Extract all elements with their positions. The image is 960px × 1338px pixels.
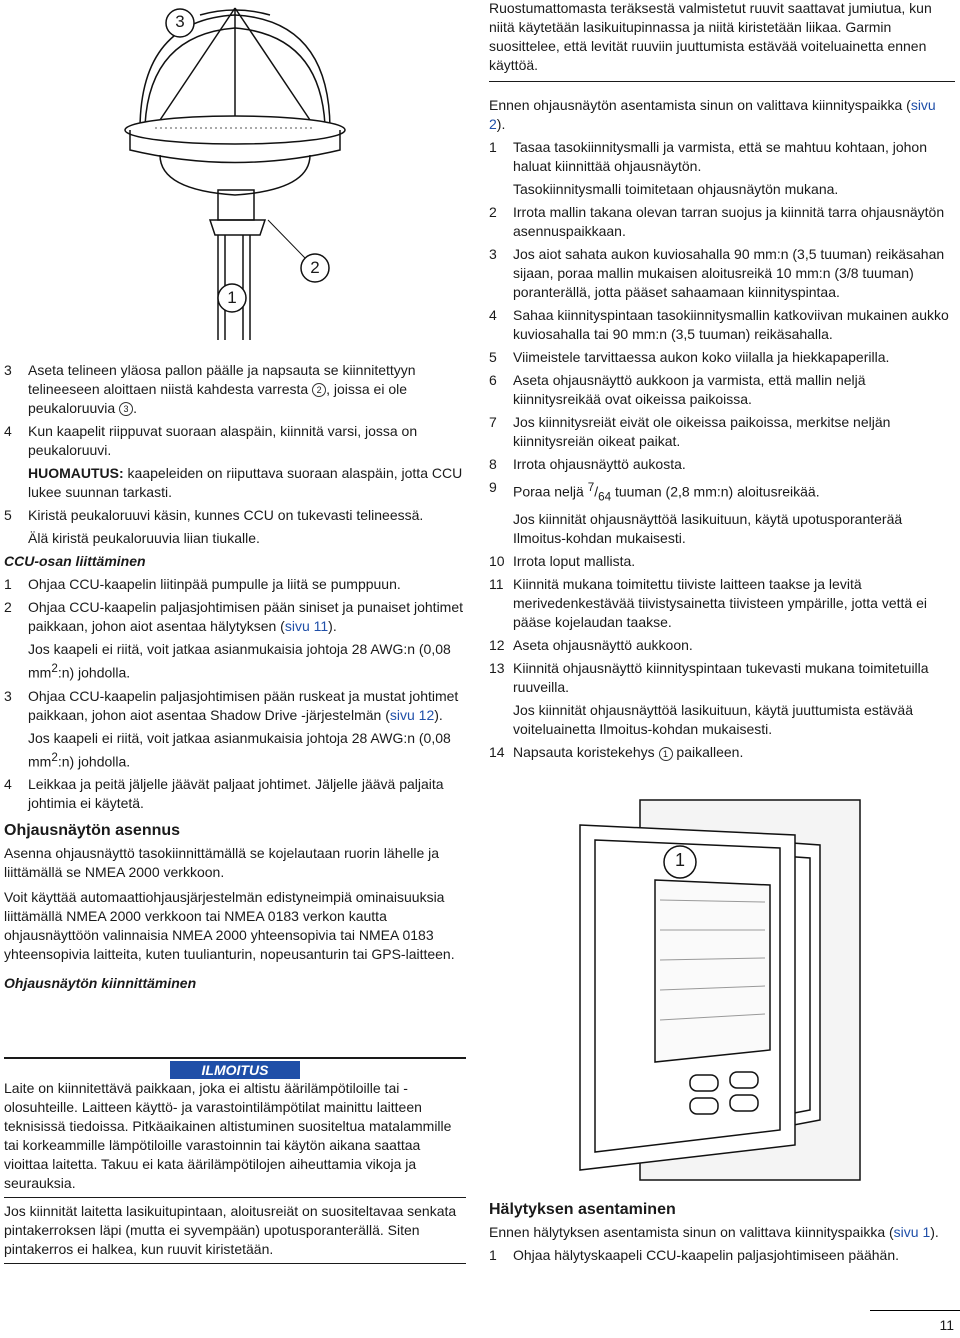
step-text: Ohjaa CCU-kaapelin liitinpää pumpulle ja liitä se pumppuun.: [28, 576, 401, 592]
note-label: HUOMAUTUS:: [28, 465, 124, 481]
step-text: Kiristä peukaloruuvi käsin, kunnes CCU on tukevasti telineessä.: [28, 507, 424, 523]
heading-ccu: CCU-osan liittäminen: [4, 553, 146, 569]
step-text: [28, 598, 466, 636]
step-text: Irrota mallin takana olevan tarran suojus ja kiinnitä tarra ohjausnäytön asennuspaikkaan.: [513, 204, 945, 239]
ccu-step-1: [4, 575, 466, 594]
step-text: [513, 743, 955, 762]
step-text: Jos aiot sahata aukon kuviosahalla 90 mm:n (3,5 tuuman) reikäsahan sijaan, poraa mallin mukaisen aloitusreikä 10 mm:n (3/8 tuuman) poranterällä, jotta pääset sahaamaan kiinnityspintaa.: [513, 246, 945, 300]
step-text-part: Ohjaa CCU-kaapelin paljasjohtimisen pään siniset ja punaiset johtimet paikkaan, johon aiot asentaa hälytyksen (: [28, 599, 464, 634]
step-number: 14: [489, 744, 505, 761]
step-number: 1: [4, 576, 12, 592]
before-paragraph: [489, 96, 955, 134]
step-text-part: ).: [434, 706, 443, 723]
ccu-step-4: [4, 775, 466, 813]
callout-2: 2: [310, 258, 320, 277]
mount-step-3: [489, 245, 955, 302]
step-text-part: Napsauta koristekehys: [513, 744, 659, 761]
page-link[interactable]: sivu 11: [284, 618, 329, 634]
step-number: 3: [4, 362, 12, 378]
step-number: 4: [4, 776, 12, 793]
superscript: 2: [51, 750, 58, 764]
left-column: [4, 361, 466, 997]
page-number: 11: [939, 1317, 954, 1333]
alarm-text: Ennen hälytyksen asentamista sinun on valittava kiinnityspaikka (: [489, 1224, 894, 1240]
step-number: 5: [489, 349, 497, 365]
step-sub: Tasokiinnitysmalli toimitetaan ohjausnäytön mukana.: [513, 181, 839, 197]
notice-paragraph-1: Laite on kiinnitettävä paikkaan, joka ei altistu äärilämpötiloille tai -olosuhteille. Laitteen käyttö- ja varastointilämpötilat mainittu laitteen teknisissä tiedoissa. Pitkäaikainen altistuminen suositeltua matalammille tai korkeammille lämpötiloille varastoinnin tai käytön aikana saattaa vioittaa laitetta. Takuu ei kata äärilämpötilojen aiheuttamia vikoja ja seurauksia.: [4, 1079, 466, 1198]
step-text: Kiinnitä mukana toimitettu tiiviste laitteen taakse ja levitä merivedenkestävää tiivistysainetta tiivisteen ympärille, jotta vettä ei pääse kojelaudan taakse.: [513, 576, 927, 631]
mount-step-4: [489, 306, 955, 344]
before-text: Ennen ohjausnäytön asentamista sinun on valittava kiinnityspaikka (: [489, 97, 911, 113]
heading-alarm: Hälytyksen asentaminen: [489, 1201, 676, 1218]
step-text: Kiinnitä ohjausnäyttö kiinnityspintaan tukevasti mukana toimitetuilla ruuveilla.: [513, 660, 929, 696]
alarm-text: ).: [930, 1224, 939, 1240]
heading-install: Ohjausnäytön asennus: [4, 822, 181, 840]
notice-paragraph-2: Jos kiinnität laitetta lasikuitupintaan, aloitusreiät on suositeltavaa senkata pintakerroksen läpi (mutta ei syvempään) upotusporanterällä. Siten pintakerros ei halkea, kun ruuvit kiristetään.: [4, 1202, 466, 1264]
alarm-section: [489, 1200, 955, 1269]
before-text: ).: [496, 116, 506, 132]
step-sub: [28, 729, 466, 772]
step-text: Irrota ohjausnäyttö aukosta.: [513, 456, 686, 472]
superscript: 2: [51, 662, 58, 675]
step-text: Ohjaa hälytyskaapeli CCU-kaapelin paljasjohtimiseen päähän.: [513, 1247, 899, 1263]
mount-step-2: [489, 203, 955, 241]
install-paragraph-2: Voit käyttää automaattiohjausjärjestelmän edistyneimpiä ominaisuuksia liittämällä NMEA 2000 verkkoon tai NMEA 0183 verkon kautta ohjausnäyttöön valinnaisia NMEA 2000 yhteensopivia tai NMEA 0183 yhteensopivia laitteita, kuten tuulianturin, nopeusanturin tai GPS-laitteen.: [4, 889, 455, 963]
fraction-denominator: 64: [598, 490, 612, 504]
step-text-part: Poraa neljä: [513, 483, 588, 500]
mount-step-6: [489, 371, 955, 409]
step-5: [4, 506, 466, 525]
step-number: 5: [4, 507, 12, 523]
mount-step-7: [489, 413, 955, 451]
step-number: 4: [4, 423, 12, 439]
callout-ref: 2: [312, 383, 326, 397]
mount-step-10: [489, 552, 955, 571]
mount-step-5: [489, 348, 955, 367]
page-link[interactable]: sivu 2: [489, 97, 936, 132]
step-text: Sahaa kiinnityspintaan tasokiinnitysmallin katkoviivan mukainen aukko kuviosahalla tai 90 mm:n (3,5 tuuman) reikäsahalla.: [513, 307, 949, 342]
ccu-step-3: [4, 687, 466, 725]
step-number: 9: [489, 479, 497, 495]
step-text-part: tuuman (2,8 mm:n) aloitusreikää.: [611, 483, 820, 500]
sub-text: :n) johdolla.: [57, 753, 131, 770]
callout-1: 1: [227, 288, 237, 307]
step-number: 3: [4, 687, 12, 704]
step-4: [4, 422, 466, 460]
step-text-part: Aseta telineen yläosa pallon päälle ja napsauta se kiinnitettyyn telineeseen aloittaen niistä kahdesta varresta: [28, 362, 416, 397]
step-text: Jos kiinnitysreiät eivät ole oikeissa paikoissa, merkitse neljän kiinnitysreiän oikeat paikat.: [513, 414, 891, 449]
step-sub: Jos kiinnität ohjausnäyttöä lasikuituun, käytä upotusporanterää Ilmoitus-kohdan mukaisesti.: [513, 511, 903, 547]
step-number: 6: [489, 372, 497, 388]
ccu-step-2: [4, 598, 466, 636]
notice-box: [4, 1057, 466, 1268]
step-number: 13: [489, 660, 505, 677]
sub-text: Jos kaapeli ei riitä, voit jatkaa asianmukaisia johtoja 28 AWG:n (0,08 mm: [28, 729, 451, 770]
step-number: 1: [489, 139, 497, 155]
step-text: Poraa neljä $^7/_{64}$ tuuman (2,8 mm:n) aloitusreikää.: [513, 481, 820, 504]
step-number: 1: [489, 1247, 497, 1263]
alarm-paragraph: [489, 1223, 955, 1242]
step-number: 2: [4, 599, 12, 615]
mount-step-14: [489, 743, 955, 762]
step-text: [28, 687, 466, 725]
footer-rule: [870, 1310, 960, 1311]
step-number: 4: [489, 307, 497, 323]
callout-ref: 1: [659, 747, 673, 761]
right-column: [489, 0, 955, 766]
callout-ref: 3: [119, 402, 133, 416]
step-text: Aseta ohjausnäyttö aukkoon ja varmista, että mallin neljä kiinnitysreikää ovat oikeissa paikoissa.: [513, 372, 866, 407]
step-sub: Älä kiristä peukaloruuvia liian tiukalle.: [28, 530, 260, 546]
alarm-step-1: [489, 1246, 955, 1265]
step-number: 3: [489, 246, 497, 262]
step-text: Viimeistele tarvittaessa aukon koko viilalla ja hiekkapaperilla.: [513, 349, 890, 365]
step-sub: Jos kiinnität ohjausnäyttöä lasikuituun, käytä juuttumista estävää voiteluainetta Ilmoitus-kohdan mukaisesti.: [513, 702, 914, 738]
step-number: 11: [489, 576, 504, 593]
step-text: [28, 361, 466, 418]
mount-step-8: [489, 455, 955, 474]
note: [28, 464, 466, 502]
step-text-part: paikalleen.: [672, 744, 744, 761]
step-text-part: ).: [328, 618, 337, 634]
mount-step-1: [489, 138, 955, 176]
callout-panel-1: 1: [674, 850, 685, 870]
mount-step-12: [489, 636, 955, 655]
mount-step-13: [489, 659, 955, 697]
fraction-numerator: 7: [587, 481, 595, 494]
callout-3: 3: [175, 12, 185, 31]
step-text: Aseta ohjausnäyttö aukkoon.: [513, 637, 693, 654]
step-text-part: , joissa ei ole peukaloruuvia: [28, 381, 408, 416]
step-number: 7: [489, 414, 497, 430]
install-paragraph-1: Asenna ohjausnäyttö tasokiinnittämällä se kojelautaan ruorin lähelle ja liittämällä se NMEA 2000 verkkoon.: [4, 845, 440, 881]
step-text: Leikkaa ja peitä jäljelle jäävät paljaat johtimet. Jäljelle jäävä paljaita johtimia ei käytetä.: [28, 776, 444, 812]
sub-text: Jos kaapeli ei riitä, voit jatkaa asianmukaisia johtoja 28 AWG:n (0,08 mm: [28, 641, 451, 681]
step-number: 2: [489, 204, 497, 220]
step-3: [4, 361, 466, 418]
step-sub: [28, 640, 466, 683]
page-link[interactable]: sivu 1: [893, 1224, 931, 1240]
intro-paragraph: Ruostumattomasta teräksestä valmistetut ruuvit saattavat jumiutua, kun niitä käytetään lasikuitupinnassa ja niitä kiristetään liikaa. Garmin suosittelee, että levität ruuviin juuttumista estävää voiteluainetta ennen käyttöä.: [489, 0, 955, 82]
step-number: 8: [489, 456, 497, 472]
mount-step-9: [489, 478, 955, 506]
notice-title: ILMOITUS: [170, 1061, 300, 1079]
step-text: Kun kaapelit riippuvat suoraan alaspäin, kiinnitä varsi, jossa on peukaloruuvi.: [28, 423, 418, 458]
step-number: 12: [489, 637, 505, 654]
step-text: Irrota loput mallista.: [513, 553, 636, 570]
step-text-part: .: [133, 400, 137, 416]
step-text-part: Ohjaa CCU-kaapelin paljasjohtimisen pään ruskeat ja mustat johtimet paikkaan, johon aiot asentaa Shadow Drive -järjestelmän (: [28, 687, 459, 723]
display-panel-illustration: [570, 790, 870, 1190]
mount-step-11: [489, 575, 955, 632]
heading-mount: Ohjausnäytön kiinnittäminen: [4, 975, 197, 992]
note-text: kaapeleiden on riiputtava suoraan alaspäin, jotta CCU lukee suunnan tarkasti.: [28, 465, 463, 500]
page-link[interactable]: sivu 12: [389, 706, 435, 723]
sub-text: :n) johdolla.: [57, 664, 131, 681]
step-number: 10: [489, 553, 505, 570]
step-text: Tasaa tasokiinnitysmalli ja varmista, että se mahtuu kohtaan, johon haluat kiinnittää ohjausnäytön.: [513, 139, 927, 174]
